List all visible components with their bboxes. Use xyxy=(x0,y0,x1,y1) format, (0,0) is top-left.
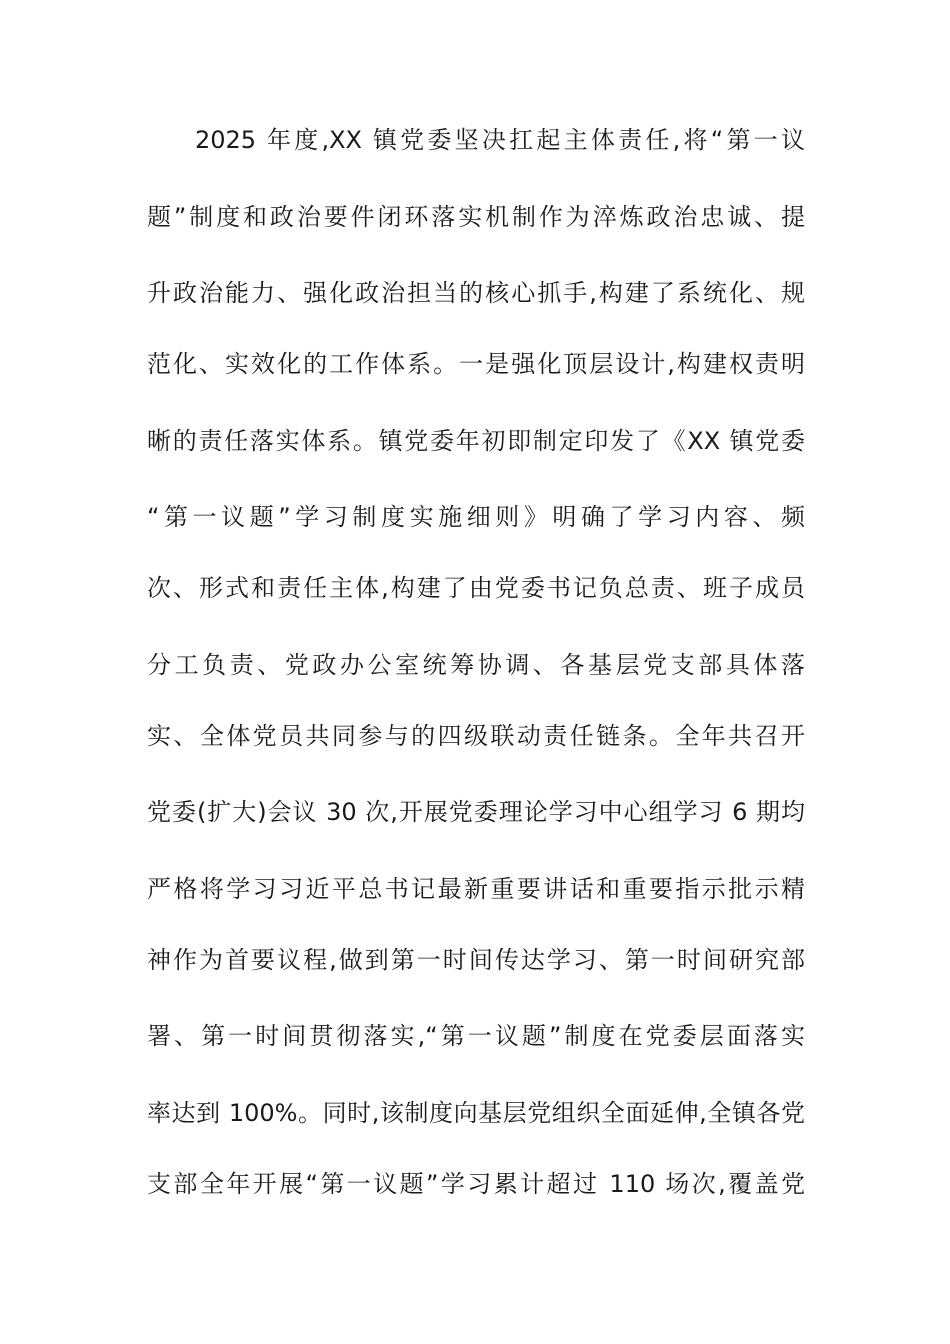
paragraph-line: 党委(扩大)会议 30 次,开展党委理论学习中心组学习 6 期均 xyxy=(147,798,805,826)
paragraph-line: 神作为首要议程,做到第一时间传达学习、第一时间研究部 xyxy=(147,946,805,974)
paragraph-line: “第一议题”学习制度实施细则》明确了学习内容、频 xyxy=(147,503,805,531)
paragraph-line: 题”制度和政治要件闭环落实机制作为淬炼政治忠诚、提 xyxy=(147,203,805,231)
paragraph-line: 支部全年开展“第一议题”学习累计超过 110 场次,覆盖党 xyxy=(147,1170,805,1198)
paragraph-line: 率达到 100%。同时,该制度向基层党组织全面延伸,全镇各党 xyxy=(147,1099,805,1127)
paragraph-line: 分工负责、党政办公室统筹协调、各基层党支部具体落 xyxy=(147,651,805,679)
paragraph-line: 2025 年度,XX 镇党委坚决扛起主体责任,将“第一议 xyxy=(195,126,805,154)
paragraph-line: 实、全体党员共同参与的四级联动责任链条。全年共召开 xyxy=(147,722,805,750)
paragraph-line: 晰的责任落实体系。镇党委年初即制定印发了《XX 镇党委 xyxy=(147,427,805,455)
paragraph-line: 次、形式和责任主体,构建了由党委书记负总责、班子成员 xyxy=(147,574,805,602)
paragraph-line: 升政治能力、强化政治担当的核心抓手,构建了系统化、规 xyxy=(147,279,805,307)
paragraph-line: 严格将学习习近平总书记最新重要讲话和重要指示批示精 xyxy=(147,875,805,903)
paragraph-line: 署、第一时间贯彻落实,“第一议题”制度在党委层面落实 xyxy=(147,1022,805,1050)
paragraph-line: 范化、实效化的工作体系。一是强化顶层设计,构建权责明 xyxy=(147,350,805,378)
